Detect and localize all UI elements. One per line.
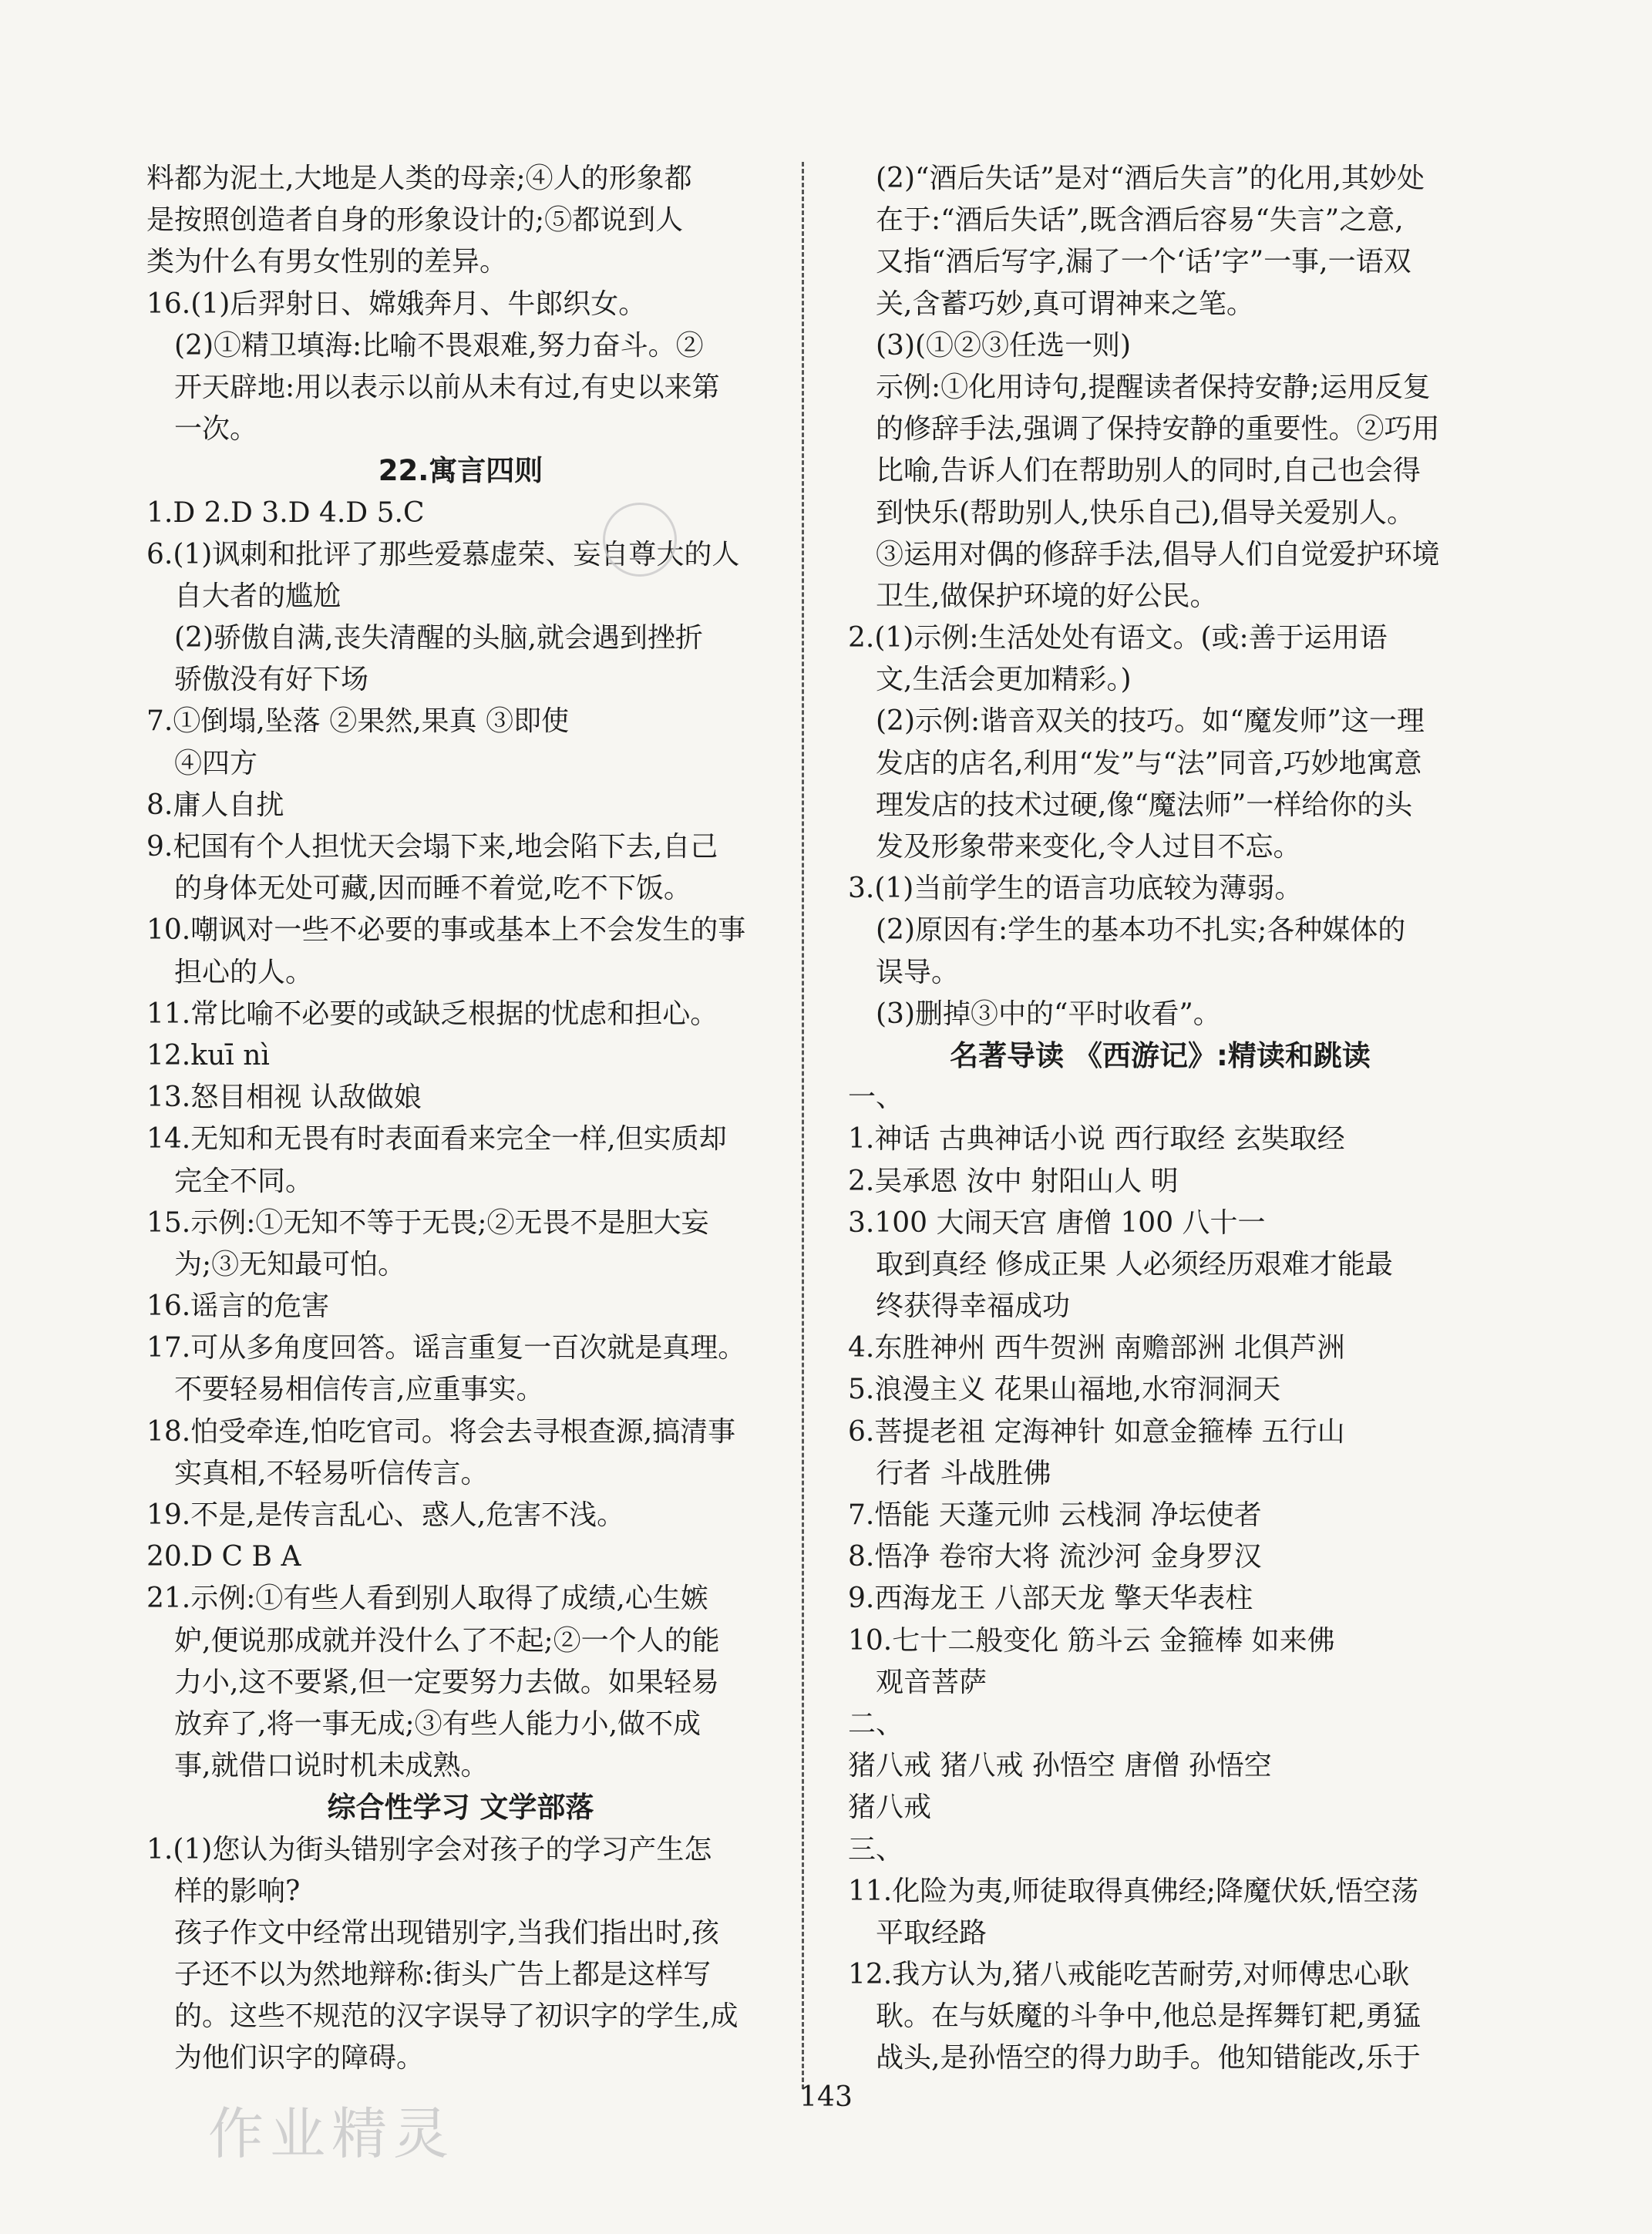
answer-line: ④四方 (174, 747, 258, 779)
answer-line: 2.(1)示例:生活处处有语文。(或:善于运用语 (848, 622, 1388, 654)
answer-line: 12.我方认为,猪八戒能吃苦耐劳,对师傅忠心耿 (848, 1959, 1410, 1991)
answer-line: 1.D 2.D 3.D 4.D 5.C (146, 496, 425, 529)
answer-line: 一次。 (174, 413, 258, 446)
answer-line: 样的影响? (174, 1875, 301, 1907)
answer-line: 观音菩萨 (876, 1666, 987, 1698)
answer-line: 16.谣言的危害 (146, 1290, 330, 1323)
answer-line: 开天辟地:用以表示以前从未有过,有史以来第 (174, 371, 720, 403)
answer-line: 是按照创造者自身的形象设计的;⑤都说到人 (146, 204, 684, 237)
answer-line: 19.不是,是传言乱心、惑人,危害不浅。 (146, 1499, 625, 1531)
page-number: 143 (799, 2081, 853, 2113)
answer-line: (2)骄傲自满,丧失清醒的头脑,就会遇到挫折 (174, 622, 703, 654)
section-heading: 名著导读 《西游记》:精读和跳读 (950, 1038, 1371, 1072)
answer-line: 关,含蓄巧妙,真可谓神来之笔。 (876, 288, 1254, 320)
answer-line: (3)(①②③任选一则) (876, 329, 1132, 362)
answer-line: 11.常比喻不必要的或缺乏根据的忧虑和担心。 (146, 998, 718, 1030)
answer-line: 完全不同。 (174, 1165, 314, 1197)
right-column (848, 158, 1472, 2080)
section-heading: 综合性学习 文学部落 (327, 1791, 594, 1825)
answer-line: 17.可从多角度回答。谣言重复一百次就是真理。 (146, 1332, 746, 1364)
answer-line: 13.怒目相视 认敌做娘 (146, 1082, 422, 1114)
answer-line: 不要轻易相信传言,应重事实。 (174, 1374, 544, 1406)
answer-line: 担心的人。 (174, 956, 314, 988)
answer-line: 9.杞国有个人担忧天会塌下来,地会陷下去,自己 (146, 831, 718, 863)
answer-line: 力小,这不要紧,但一定要努力去做。如果轻易 (174, 1666, 719, 1698)
answer-line: 自大者的尴尬 (174, 580, 342, 612)
answer-line: 比喻,告诉人们在帮助别人的同时,自己也会得 (876, 455, 1421, 487)
answer-line: ③运用对偶的修辞手法,倡导人们自觉爱护环境 (876, 538, 1440, 570)
answer-line: 猪八戒 猪八戒 孙悟空 唐僧 孙悟空 (848, 1750, 1272, 1782)
answer-line: 7.①倒塌,坠落 ②果然,果真 ③即使 (146, 705, 570, 738)
answer-line: 猪八戒 (848, 1792, 932, 1824)
answer-line: 又指“酒后写字,漏了一个‘话’字”一事,一语双 (876, 246, 1411, 278)
column-divider (802, 162, 804, 2089)
answer-line: 文,生活会更加精彩。) (876, 664, 1132, 696)
answer-line: 8.悟净 卷帘大将 流沙河 金身罗汉 (848, 1541, 1262, 1573)
answer-line: 料都为泥土,大地是人类的母亲;④人的形象都 (146, 163, 692, 194)
section-heading: 22.寓言四则 (378, 454, 543, 488)
answer-line: 的身体无处可藏,因而睡不着觉,吃不下饭。 (174, 873, 691, 905)
answer-line: 到快乐(帮助别人,快乐自己),倡导关爱别人。 (876, 496, 1415, 529)
answer-line: 的修辞手法,强调了保持安静的重要性。②巧用 (876, 413, 1440, 446)
answer-line: 取到真经 修成正果 人必须经历艰难才能最 (876, 1248, 1393, 1280)
answer-line: 终获得幸福成功 (876, 1290, 1071, 1323)
answer-line: 12.kuī nì (146, 1039, 270, 1072)
answer-line: 6.菩提老祖 定海神针 如意金箍棒 五行山 (848, 1415, 1345, 1448)
answer-line: 子还不以为然地辩称:街头广告上都是这样写 (174, 1959, 712, 1991)
answer-line: 孩子作文中经常出现错别字,当我们指出时,孩 (174, 1916, 719, 1949)
answer-line: 9.西海龙王 八部天龙 擎天华表柱 (848, 1583, 1253, 1615)
answer-line: 2.吴承恩 汝中 射阳山人 明 (848, 1165, 1179, 1197)
watermark-logo: 作业精灵 (208, 2101, 456, 2166)
answer-line: 战头,是孙悟空的得力助手。他知错能改,乐于 (876, 2042, 1421, 2074)
answer-line: 放弃了,将一事无成;③有些人能力小,做不成 (174, 1707, 702, 1740)
answer-line: 1.神话 古典神话小说 西行取经 玄奘取经 (848, 1123, 1345, 1156)
answer-line: 发店的店名,利用“发”与“法”同音,巧妙地寓意 (876, 747, 1422, 779)
answer-line: 10.嘲讽对一些不必要的事或基本上不会发生的事 (146, 914, 746, 947)
answer-line: 耿。在与妖魔的斗争中,他总是挥舞钉耙,勇猛 (876, 2000, 1421, 2033)
answer-line: 示例:①化用诗句,提醒读者保持安静;运用反复 (876, 371, 1431, 403)
answer-line: 发及形象带来变化,令人过目不忘。 (876, 831, 1301, 863)
answer-line: 14.无知和无畏有时表面看来完全一样,但实质却 (146, 1123, 727, 1156)
answer-line: 15.示例:①无知不等于无畏;②无畏不是胆大妄 (146, 1206, 709, 1239)
answer-line: 为;③无知最可怕。 (174, 1248, 406, 1280)
answer-line: 平取经路 (876, 1916, 987, 1949)
answer-line: (2)①精卫填海:比喻不畏艰难,努力奋斗。② (174, 329, 704, 362)
answer-line: 一、 (848, 1082, 904, 1114)
answer-line: 在于:“酒后失话”,既含酒后容易“失言”之意, (876, 204, 1404, 237)
answer-line: 8.庸人自扰 (146, 789, 284, 821)
answer-line: 妒,便说那成就并没什么了不起;②一个人的能 (174, 1624, 720, 1657)
answer-line: 二、 (848, 1707, 904, 1740)
answer-line: 5.浪漫主义 花果山福地,水帘洞洞天 (848, 1374, 1281, 1406)
answer-line: (3)删掉③中的“平时收看”。 (876, 998, 1221, 1030)
answer-line: 4.东胜神州 西牛贺洲 南赡部洲 北俱芦洲 (848, 1332, 1345, 1364)
left-column (146, 158, 775, 2080)
answer-line: 20.D C B A (146, 1541, 301, 1573)
answer-line: (2)“酒后失话”是对“酒后失言”的化用,其妙处 (876, 163, 1425, 194)
answer-line: 误导。 (876, 956, 960, 988)
answer-line: 3.100 大闹天宫 唐僧 100 八十一 (848, 1206, 1266, 1239)
answer-line: 三、 (848, 1833, 904, 1866)
answer-line: 7.悟能 天蓬元帅 云栈洞 净坛使者 (848, 1499, 1262, 1531)
answer-line: 的。这些不规范的汉字误导了初识字的学生,成 (174, 2000, 739, 2033)
answer-line: 事,就借口说时机未成熟。 (174, 1750, 489, 1782)
answer-line: 实真相,不轻易听信传言。 (174, 1457, 489, 1489)
answer-line: 行者 斗战胜佛 (876, 1457, 1051, 1489)
answer-line: 为他们识字的障碍。 (174, 2042, 425, 2074)
answer-line: 骄傲没有好下场 (174, 664, 369, 696)
answer-line: (2)原因有:学生的基本功不扎实;各种媒体的 (876, 914, 1406, 947)
answer-line: 卫生,做保护环境的好公民。 (876, 580, 1218, 612)
answer-line: 10.七十二般变化 筋斗云 金箍棒 如来佛 (848, 1624, 1335, 1657)
faint-stamp-mark (603, 503, 677, 577)
answer-line: 16.(1)后羿射日、嫦娥奔月、牛郎织女。 (146, 288, 647, 320)
answer-line: (2)示例:谐音双关的技巧。如“魔发师”这一理 (876, 705, 1425, 738)
answer-line: 1.(1)您认为街头错别字会对孩子的学习产生怎 (146, 1833, 712, 1866)
answer-line: 类为什么有男女性别的差异。 (146, 246, 508, 278)
answer-line: 理发店的技术过硬,像“魔法师”一样给你的头 (876, 789, 1413, 821)
answer-line: 11.化险为夷,师徒取得真佛经;降魔伏妖,悟空荡 (848, 1875, 1419, 1907)
answer-line: 21.示例:①有些人看到别人取得了成绩,心生嫉 (146, 1583, 708, 1615)
answer-line: 6.(1)讽刺和批评了那些爱慕虚荣、妄自尊大的人 (146, 538, 740, 570)
answer-line: 3.(1)当前学生的语言功底较为薄弱。 (848, 873, 1303, 905)
answer-line: 18.怕受牵连,怕吃官司。将会去寻根查源,搞清事 (146, 1415, 736, 1448)
